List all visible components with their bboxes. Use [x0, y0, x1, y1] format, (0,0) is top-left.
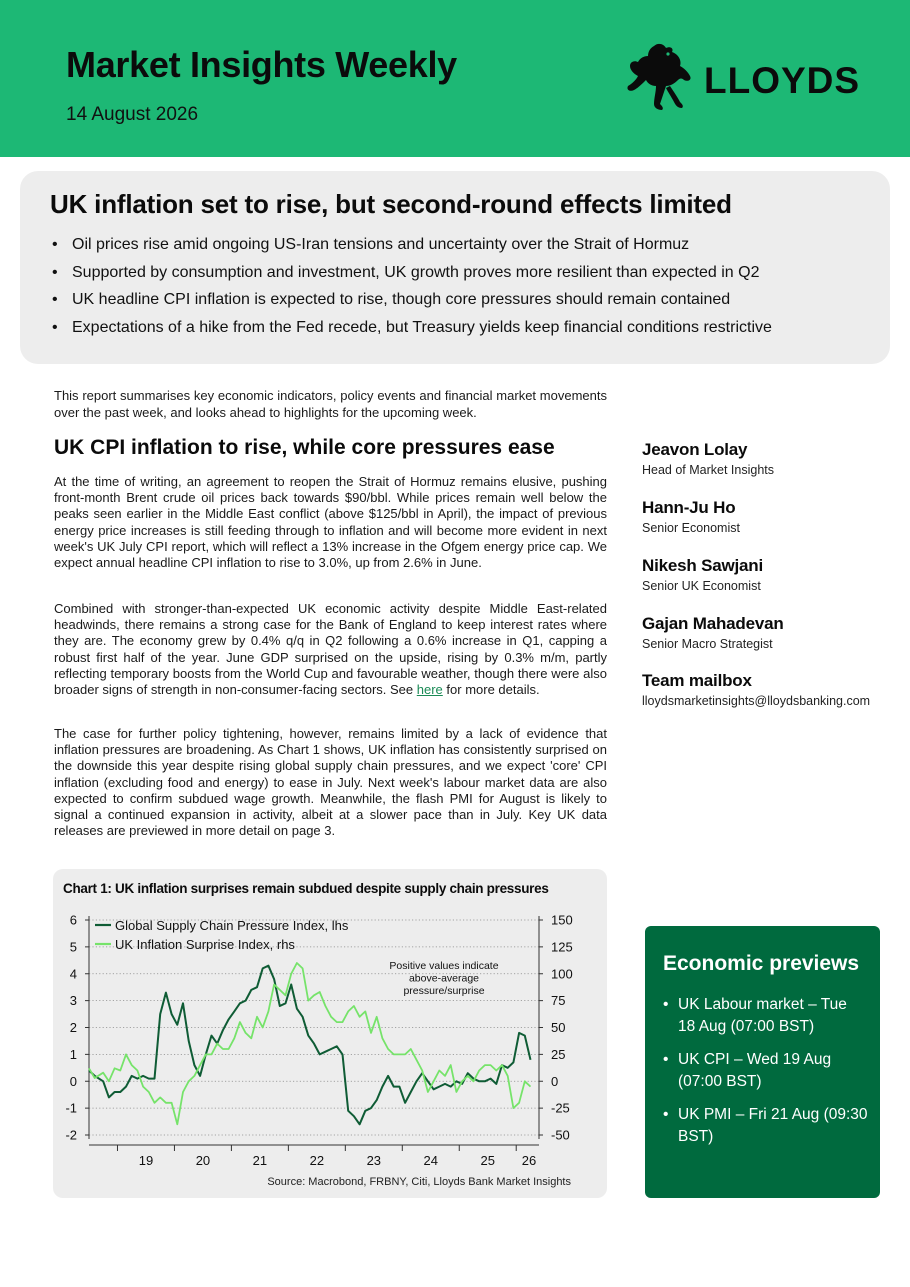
y-right-tick-label: -25 [551, 1100, 570, 1116]
contact-name: Gajan Mahadevan [642, 614, 784, 633]
intro-paragraph: This report summarises key economic indicators, policy events and financial market movements over the past week, and looks ahead to highlights for the upcoming week. [54, 388, 607, 420]
chart-title: Chart 1: UK inflation surprises remain subdued despite supply chain pressures [63, 881, 549, 896]
y-right-tick-label: 50 [551, 1020, 566, 1035]
summary-headline: UK inflation set to rise, but second-round effects limited [50, 189, 732, 219]
section-title: UK CPI inflation to rise, while core pressures ease [54, 436, 555, 459]
chart-annotation: Positive values indicate [389, 960, 499, 972]
body-paragraph-1: At the time of writing, an agreement to reopen the Strait of Hormuz remains elusive, pushing front-month Brent crude oil prices back towards $90/bbl. While prices remain well below the peaks seen earlier in the Middle East conflict (above $125/bbl in April), the impact of previous energy price increases is still feeding through to inflation and will become more evident in next week's UK July CPI report, which will reflect a 13% increase in the Ofgem energy price cap. We expect annual headline CPI inflation to rise to 3.0%, up from 2.6% in June. [54, 474, 607, 571]
contact-name: Hann-Ju Ho [642, 498, 736, 517]
x-tick-label: 24 [423, 1153, 439, 1168]
contact-item [642, 671, 870, 708]
chart-annotation: pressure/surprise [403, 985, 485, 997]
contact-item [642, 556, 763, 593]
contact-role: Senior UK Economist [642, 579, 761, 593]
contact-name: Jeavon Lolay [642, 440, 748, 459]
contact-item [642, 440, 774, 477]
y-left-tick-label: 4 [69, 966, 77, 982]
previews-title: Economic previews [663, 952, 860, 975]
contact-role: Head of Market Insights [642, 463, 775, 477]
summary-bullets [50, 231, 772, 341]
paragraph-text: Combined with stronger-than-expected UK economic activity despite Middle East-related headwinds, there remains a strong case for the Bank of England to keep interest rates where they are. The economy grew by 0.4% q/q in Q2 following a 0.6% increase in Q1, capping a robust first half of the year. June GDP surprised on the upside, rising by 0.3% m/m, partly reflecting temporary boosts from the World Cup and favourable weather, though there were also broader signs of strength in non-consumer-facing sectors. See [54, 601, 607, 698]
previews-list [663, 994, 868, 1159]
preview-item: • UK PMI – Fri 21 Aug (09:30 BST) [663, 1104, 868, 1148]
body-paragraph-2 [54, 601, 607, 698]
black-horse-icon [624, 40, 700, 116]
y-right-tick-label: 0 [551, 1073, 559, 1089]
report-title: Market Insights Weekly [66, 44, 457, 85]
lloyds-logo [624, 40, 874, 116]
header-banner [0, 0, 910, 157]
y-left-tick-label: -2 [65, 1127, 77, 1143]
x-tick-label: 26 [521, 1153, 537, 1168]
y-right-tick-label: 125 [551, 939, 573, 955]
y-left-tick-label: 3 [69, 993, 77, 1009]
preview-item: • UK CPI – Wed 19 Aug (07:00 BST) [663, 1049, 868, 1093]
chart-plot [53, 869, 607, 1198]
here-link[interactable]: here [416, 682, 443, 698]
chart-annotation: above-average [408, 972, 480, 985]
x-tick-label: 23 [366, 1153, 382, 1168]
y-right-tick-label: 25 [551, 1046, 566, 1062]
legend-label: Global Supply Chain Pressure Index, lhs [115, 918, 349, 933]
chart-source: Source: Macrobond, FRBNY, Citi, Lloyds Bank Market Insights [267, 1176, 571, 1188]
summary-bullet: • Oil prices rise amid ongoing US-Iran tensions and uncertainty over the Strait of Hormuz [50, 231, 772, 259]
y-right-tick-label: 150 [551, 912, 573, 928]
x-tick-label: 25 [480, 1153, 495, 1168]
contact-role: Senior Economist [642, 521, 740, 535]
y-left-tick-label: 2 [69, 1020, 77, 1035]
economic-previews-box [645, 926, 880, 1198]
contact-item [642, 498, 740, 535]
x-tick-label: 22 [309, 1153, 325, 1168]
y-left-tick-label: 5 [69, 939, 77, 955]
y-left-tick-label: 0 [69, 1073, 77, 1089]
x-tick-label: 19 [138, 1153, 154, 1168]
x-tick-label: 20 [195, 1153, 211, 1168]
contact-name: Nikesh Sawjani [642, 556, 763, 575]
paragraph-tail: for more details. [442, 682, 540, 698]
contact-role: Senior Macro Strategist [642, 637, 773, 651]
y-right-tick-label: -50 [551, 1127, 570, 1143]
team-mailbox-email[interactable]: lloydsmarketinsights@lloydsbanking.com [642, 694, 871, 708]
y-left-tick-label: -1 [65, 1100, 77, 1116]
x-tick-label: 21 [252, 1153, 268, 1168]
legend-label: UK Inflation Surprise Index, rhs [115, 937, 295, 952]
brand-wordmark: LLOYDS [704, 60, 861, 101]
summary-bullet: • Supported by consumption and investment, UK growth proves more resilient than expected in Q2 [50, 259, 772, 287]
chart-1 [53, 869, 607, 1198]
report-date: 14 August 2026 [66, 104, 199, 125]
preview-item: • UK Labour market – Tue 18 Aug (07:00 BST) [663, 994, 868, 1038]
contact-name: Team mailbox [642, 671, 752, 690]
y-right-tick-label: 75 [551, 993, 566, 1009]
y-left-tick-label: 1 [69, 1046, 77, 1062]
y-left-tick-label: 6 [69, 912, 77, 928]
y-right-tick-label: 100 [551, 966, 573, 982]
summary-bullet: • Expectations of a hike from the Fed recede, but Treasury yields keep financial conditions restrictive [50, 314, 772, 342]
contact-item [642, 614, 784, 651]
summary-bullet: • UK headline CPI inflation is expected to rise, though core pressures should remain contained [50, 286, 772, 314]
summary-box [20, 171, 890, 364]
body-paragraph-3: The case for further policy tightening, however, remains limited by a lack of evidence that inflation pressures are broadening. As Chart 1 shows, UK inflation has consistently surprised on the downside this year despite rising global supply chain pressures, and we expect 'core' CPI inflation (excluding food and energy) to ease in July. Next week's labour market data are also expected to confirm subdued wage growth. Meanwhile, the flash PMI for August is likely to signal a continued expansion in activity, albeit at a slower pace than in July. Key UK data releases are previewed in more detail on page 3. [54, 726, 607, 839]
